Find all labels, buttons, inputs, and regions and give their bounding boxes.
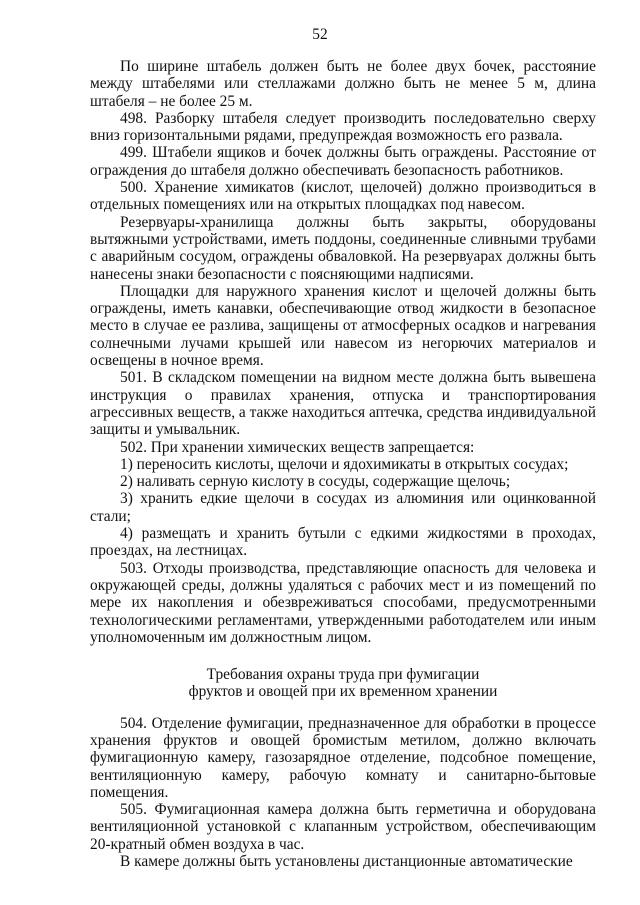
- paragraph: По ширине штабель должен быть не более двух бочек, расстояние между штабелями или стеллажами должно быть не менее 5 м, длина штабеля – не более 25 м.: [90, 58, 596, 110]
- paragraph-498: 498. Разборку штабеля следует производить последовательно сверху вниз горизонтальными рядами, предупреждая возможность его развала.: [90, 109, 596, 145]
- section-heading-line-1: Требования охраны труда при фумигации: [206, 666, 480, 684]
- list-item: 4) размещать и хранить бутыли с едкими жидкостями в проходах, проездах, на лестницах.: [90, 525, 596, 560]
- document-body: [90, 58, 596, 870]
- paragraph: Резервуары-хранилища должны быть закрыты, оборудованы вытяжными устройствами, иметь поддоны, соединенные сливными трубами с аварийным сосудом, ограждены обваловкой. На резервуарах должны быть нанесены знаки безопасности с поясняющими надписями.: [90, 213, 596, 283]
- paragraph: В камере должны быть установлены дистанционные автоматические: [120, 853, 573, 871]
- paragraph-502: 502. При хранении химических веществ запрещается:: [120, 438, 475, 456]
- paragraph-505: 505. Фумигационная камера должна быть герметична и оборудована вентиляционной установкой с клапанным устройством, обеспечивающим 20-кратный обмен воздуха в час.: [90, 801, 596, 853]
- paragraph-499: 499. Штабели ящиков и бочек должны быть ограждены. Расстояние от ограждения до штабеля должно обеспечивать безопасность работников.: [90, 144, 596, 179]
- paragraph-501: 501. В складском помещении на видном месте должна быть вывешена инструкция о правилах хранения, отпуска и транспортирования агрессивных веществ, а также находиться аптечка, средства индивидуальной защиты и умывальник.: [90, 369, 596, 439]
- paragraph-504: 504. Отделение фумигации, предназначенное для обработки в процессе хранения фруктов и овощей бромистым метилом, должно включать фумигационную камеру, газозарядное отделение, подсобное помещение, вентиляционную камеру, рабочую комнату и санитарно-бытовые помещения.: [90, 714, 596, 801]
- section-heading: [90, 666, 596, 701]
- list-item: 1) переносить кислоты, щелочи и ядохимикаты в открытых сосудах;: [120, 455, 569, 473]
- paragraph-503: 503. Отходы производства, представляющие опасность для человека и окружающей среды, должны удаляться с рабочих мест и из помещений по мере их накопления и обезвреживаться способами, предусмотренными технологическими регламентами, утвержденными работодателем или иным уполномоченным им должностным лицом.: [90, 559, 596, 646]
- page-number: 52: [312, 26, 328, 43]
- list-item: 3) хранить едкие щелочи в сосудах из алюминия или оцинкованной стали;: [90, 490, 596, 525]
- paragraph-500: 500. Хранение химикатов (кислот, щелочей) должно производиться в отдельных помещениях или на открытых площадках под навесом.: [90, 179, 596, 214]
- paragraph: Площадки для наружного хранения кислот и щелочей должны быть ограждены, иметь канавки, обеспечивающие отвод жидкости в безопасное место в случае ее разлива, защищены от атмосферных осадков и нагревания солнечными лучами крышей или навесом из негорючих материалов и освещены в ночное время.: [90, 282, 596, 370]
- section-heading-line-2: фруктов и овощей при их временном хранении: [188, 683, 498, 701]
- list-item: 2) наливать серную кислоту в сосуды, содержащие щелочь;: [120, 473, 511, 491]
